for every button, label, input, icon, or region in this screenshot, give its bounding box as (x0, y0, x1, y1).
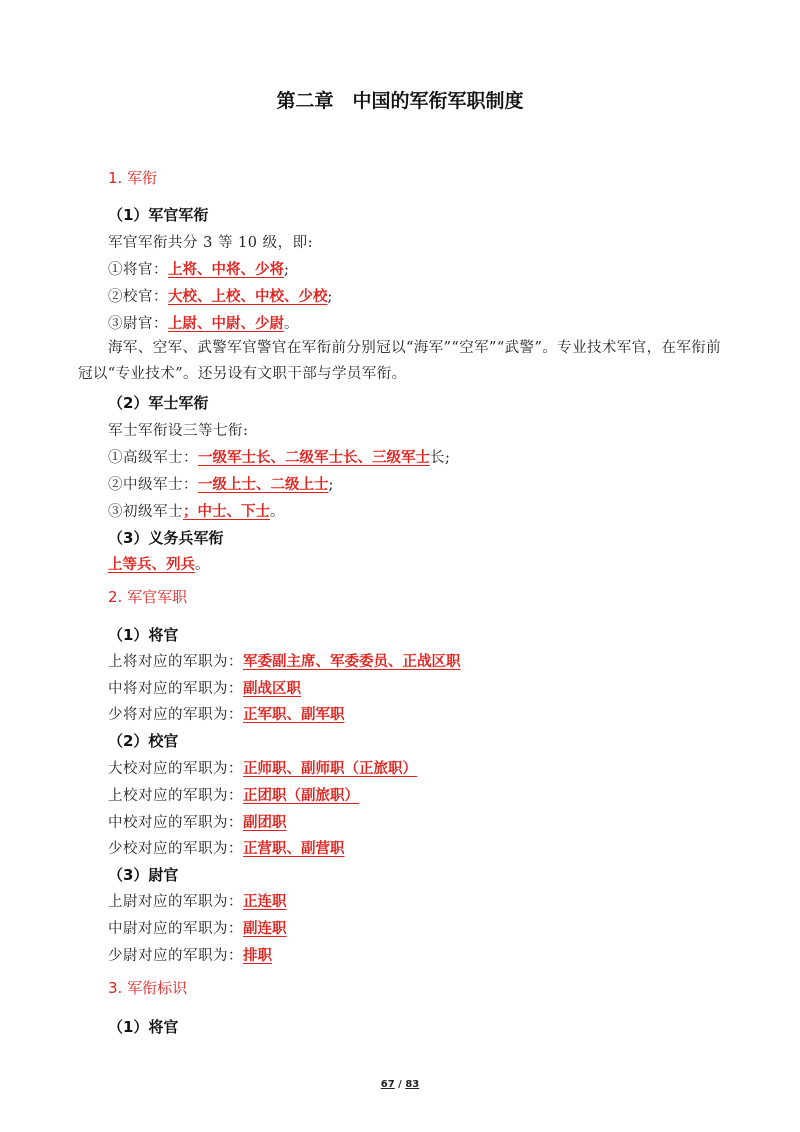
line-label: 大校对应的军职为： (108, 761, 243, 777)
line-label: 上尉对应的军职为： (108, 894, 243, 910)
post-line-first-lieutenant (108, 917, 287, 938)
line-label: ②中级军士： (108, 477, 198, 493)
officer-rank-paragraph: 海军、空军、武警军官警官在军衔前分别冠以“海军”“空军”“武警”。专业技术军官，在军衔前冠以“专业技术”。还另设有文职干部与学员军衔。 (78, 340, 722, 382)
line-label: 少校对应的军职为： (108, 841, 243, 857)
page-number (0, 1079, 800, 1090)
line-label: 中校对应的军职为： (108, 815, 243, 831)
subheading-conscript-ranks: （3）义务兵军衔 (108, 529, 224, 547)
officer-rank-line-general (108, 258, 289, 279)
nco-rank-line-middle (108, 473, 334, 494)
answer-text: 大校、上校、中校、少校 (168, 289, 328, 305)
line-label: ①将官： (108, 262, 168, 278)
nco-ranks-intro: 军士军衔设三等七衔: (108, 423, 249, 439)
line-label: ③尉官： (108, 316, 168, 332)
nco-rank-line-junior (108, 500, 285, 521)
answer-text: 上等兵、列兵 (108, 557, 195, 573)
line-label: 中尉对应的军职为： (108, 921, 243, 937)
subheading-general-insignia: （1）将官 (108, 1018, 179, 1036)
subheading-company-posts: （3）尉官 (108, 866, 179, 884)
line-end: 。 (195, 557, 210, 573)
section-heading-ranks: 1. 军衔 (108, 169, 158, 187)
total-pages: 83 (405, 1079, 420, 1090)
answer-text: ；中士、下士 (183, 504, 270, 520)
line-end: 。 (284, 316, 299, 332)
nco-rank-line-senior (108, 446, 450, 467)
section-heading-insignia: 3. 军衔标识 (108, 979, 188, 997)
subheading-general-posts: （1）将官 (108, 626, 179, 644)
post-line-lieutenant-colonel (108, 811, 287, 832)
answer-text: 军委副主席、军委委员、正战区职 (243, 654, 461, 670)
answer-text: 上尉、中尉、少尉 (168, 316, 284, 332)
line-label: 少将对应的军职为： (108, 707, 243, 723)
answer-text: 上将、中将、少将 (168, 262, 284, 278)
line-end: ; (327, 289, 333, 305)
post-line-senior-colonel (108, 757, 417, 778)
post-line-major-general (108, 703, 345, 724)
post-line-captain (108, 890, 287, 911)
line-label: ①高级军士： (108, 450, 198, 466)
answer-text: 正营职、副营职 (243, 841, 345, 857)
post-line-colonel (108, 784, 359, 805)
answer-text: 一级军士长、二级军士长、三级军士 (198, 450, 430, 466)
answer-text: 副团职 (243, 815, 287, 831)
post-line-lieutenant-general (108, 677, 301, 698)
officer-ranks-intro: 军官军衔共分 3 等 10 级，即: (108, 235, 313, 251)
answer-text: 排职 (243, 948, 272, 964)
answer-text: 一级上士、二级上士 (198, 477, 329, 493)
line-label: 上将对应的军职为： (108, 654, 243, 670)
line-label: ②校官： (108, 289, 168, 305)
answer-text: 正师职、副师职（正旅职） (243, 761, 417, 777)
line-label: ③初级军士 (108, 504, 183, 520)
answer-text: 正团职（副旅职） (243, 788, 359, 804)
line-end: 长; (430, 450, 451, 466)
post-line-second-lieutenant (108, 944, 272, 965)
line-end: ; (284, 262, 290, 278)
line-label: 少尉对应的军职为： (108, 948, 243, 964)
officer-rank-line-field (108, 285, 333, 306)
answer-text: 正军职、副军职 (243, 707, 345, 723)
subheading-field-posts: （2）校官 (108, 732, 179, 750)
post-line-general (108, 650, 461, 671)
subheading-nco-ranks: （2）军士军衔 (108, 394, 209, 412)
page-separator: / (394, 1079, 406, 1090)
post-line-major (108, 837, 345, 858)
section-heading-posts: 2. 军官军职 (108, 588, 188, 606)
current-page: 67 (380, 1079, 395, 1090)
answer-text: 副连职 (243, 921, 287, 937)
officer-rank-line-company (108, 312, 299, 333)
line-label: 中将对应的军职为： (108, 681, 243, 697)
line-end: 。 (270, 504, 285, 520)
answer-text: 副战区职 (243, 681, 301, 697)
line-end: ; (328, 477, 334, 493)
conscript-rank-line (108, 553, 210, 574)
answer-text: 正连职 (243, 894, 287, 910)
subheading-officer-ranks: （1）军官军衔 (108, 206, 209, 224)
chapter-title: 第二章 中国的军衔军职制度 (276, 90, 524, 112)
line-label: 上校对应的军职为： (108, 788, 243, 804)
